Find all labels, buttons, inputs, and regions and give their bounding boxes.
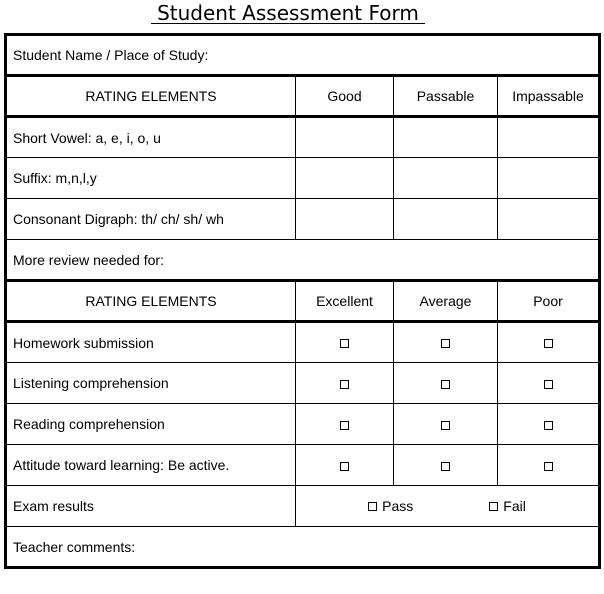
student-name-field[interactable]: Student Name / Place of Study: [6, 35, 600, 76]
checkbox[interactable] [441, 339, 450, 348]
row-label-reading: Reading comprehension [6, 404, 296, 445]
section1-header [6, 76, 600, 117]
rating-cell[interactable] [296, 199, 394, 240]
table-row [6, 445, 600, 486]
form-title [0, 0, 576, 28]
col-excellent: Excellent [296, 281, 394, 322]
rating-cell[interactable] [498, 117, 600, 158]
col-passable: Passable [394, 76, 498, 117]
row-label-consonant-digraph: Consonant Digraph: th/ ch/ sh/ wh [6, 199, 296, 240]
checkbox[interactable] [544, 421, 553, 430]
checkbox[interactable] [544, 339, 553, 348]
row-label-homework: Homework submission [6, 322, 296, 363]
exam-options [296, 486, 600, 527]
checkbox[interactable] [340, 380, 349, 389]
checkbox[interactable] [368, 502, 377, 511]
section2-header-label: RATING ELEMENTS [6, 281, 296, 322]
rating-cell[interactable] [394, 117, 498, 158]
exam-option-fail-label: Fail [503, 498, 526, 514]
exam-option-pass-label: Pass [382, 498, 414, 514]
checkbox[interactable] [544, 380, 553, 389]
rating-cell[interactable] [296, 158, 394, 199]
checkbox[interactable] [441, 462, 450, 471]
checkbox[interactable] [441, 380, 450, 389]
rating-cell[interactable] [394, 199, 498, 240]
checkbox[interactable] [544, 462, 553, 471]
row-label-short-vowel: Short Vowel: a, e, i, o, u [6, 117, 296, 158]
col-impassable: Impassable [498, 76, 600, 117]
checkbox[interactable] [340, 462, 349, 471]
table-row [6, 117, 600, 158]
student-row [6, 35, 600, 76]
col-average: Average [394, 281, 498, 322]
col-good: Good [296, 76, 394, 117]
more-review-row [6, 240, 600, 281]
checkbox[interactable] [441, 421, 450, 430]
rating-cell[interactable] [498, 199, 600, 240]
rating-cell[interactable] [296, 117, 394, 158]
col-poor: Poor [498, 281, 600, 322]
section1-header-label: RATING ELEMENTS [6, 76, 296, 117]
teacher-comments-field[interactable]: Teacher comments: [6, 527, 600, 568]
checkbox[interactable] [489, 502, 498, 511]
table-row [6, 322, 600, 363]
checkbox[interactable] [340, 339, 349, 348]
assessment-table [4, 33, 601, 569]
exam-option-fail[interactable] [489, 498, 526, 514]
row-label-listening: Listening comprehension [6, 363, 296, 404]
table-row [6, 199, 600, 240]
exam-option-pass[interactable] [368, 498, 413, 514]
teacher-comments-row [6, 527, 600, 568]
table-row [6, 158, 600, 199]
table-row [6, 363, 600, 404]
more-review-field[interactable]: More review needed for: [6, 240, 600, 281]
rating-cell[interactable] [498, 158, 600, 199]
checkbox[interactable] [340, 421, 349, 430]
form-title-text: Student Assessment Form [151, 3, 425, 24]
row-label-attitude: Attitude toward learning: Be active. [6, 445, 296, 486]
exam-row [6, 486, 600, 527]
section2-header [6, 281, 600, 322]
table-row [6, 404, 600, 445]
row-label-suffix: Suffix: m,n,l,y [6, 158, 296, 199]
rating-cell[interactable] [394, 158, 498, 199]
exam-label: Exam results [6, 486, 296, 527]
